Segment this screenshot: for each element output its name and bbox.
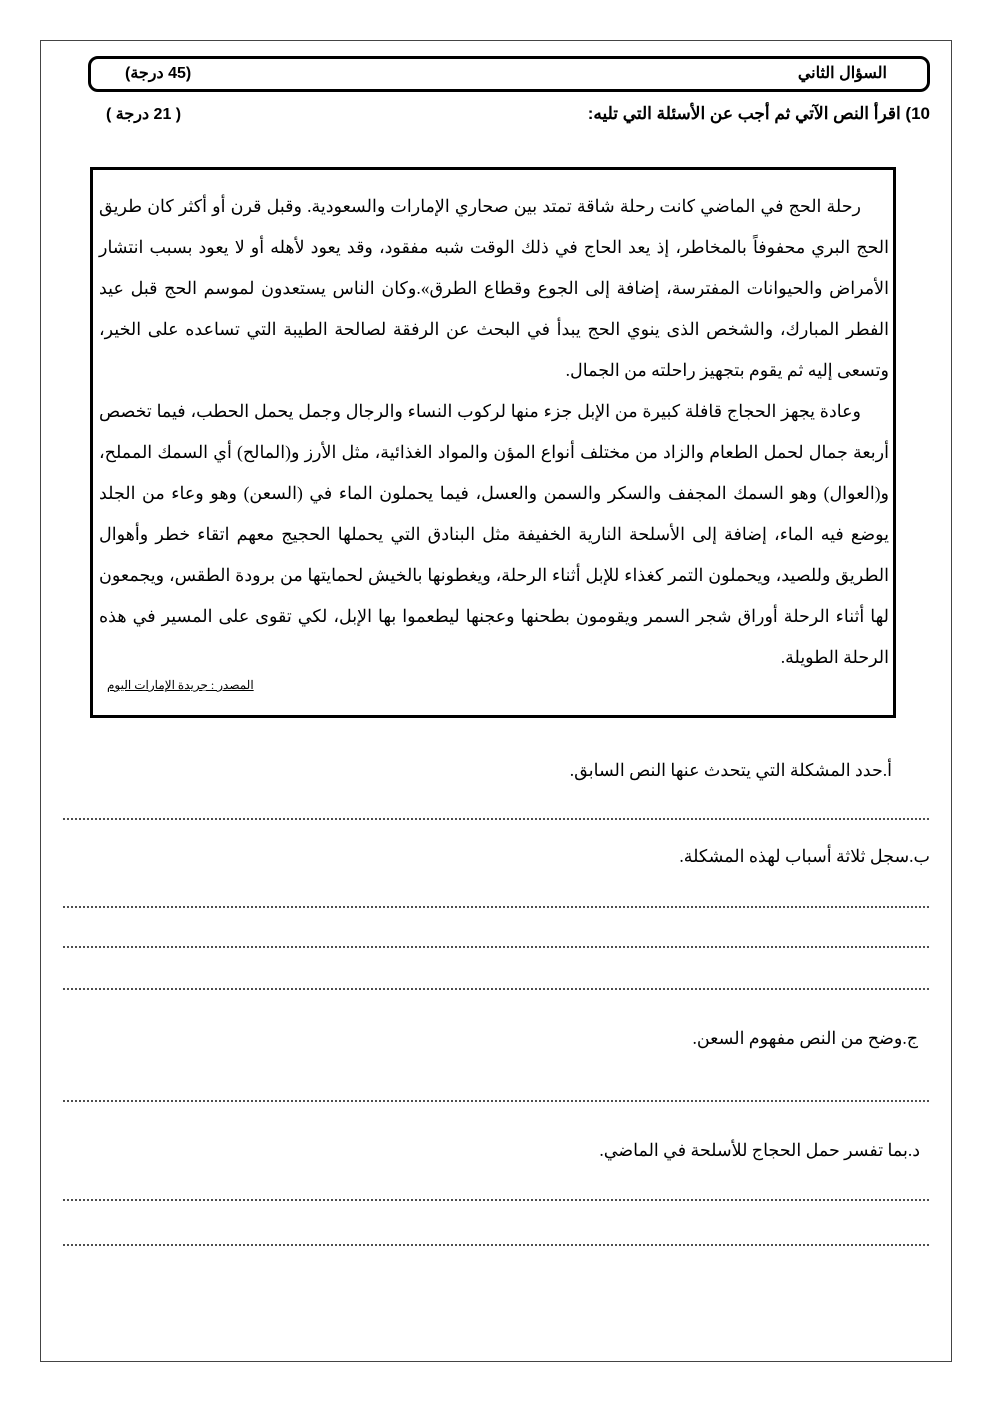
reading-passage-box [90,167,896,718]
answer-line-d-2[interactable] [62,1244,930,1246]
prompt-b: ب.سجل ثلاثة أسباب لهذه المشكلة. [679,846,930,866]
section-marks: (45 درجة) [125,65,192,82]
question-marks: ( 21 درجة ) [106,106,182,123]
prompt-d: د.بما تفسر حمل الحجاج للأسلحة في الماضي. [599,1140,920,1160]
prompt-a: أ.حدد المشكلة التي يتحدث عنها النص السابق. [569,760,892,780]
answer-line-b-1[interactable] [62,906,930,908]
answer-line-d-1[interactable] [62,1199,930,1201]
answer-line-a-1[interactable] [62,818,930,820]
answer-line-b-3[interactable] [62,988,930,990]
question-header-box [88,56,930,92]
section-title: السؤال الثاني [797,65,887,82]
question-instruction: 10) اقرأ النص الآتي ثم أجب عن الأسئلة التي تليه: [587,104,930,123]
passage-paragraph-2: وعادة يجهز الحجاج قافلة كبيرة من الإبل جزء منها لركوب النساء والرجال وجمل يحمل الحطب، فيما تخصص أربعة جمال لحمل الطعام والزاد من مختلف أنواع المؤن والمواد الغذائية، مثل الأرز و(المالح) أي السمك المملح، و(العوال) وهو السمك المجفف والسكر والسمن والعسل، فيما يحملون الماء في (السعن) وهو وعاء من الجلد يوضع فيه الماء، إضافة إلى الأسلحة النارية الخفيفة مثل البنادق التي يحملها الحجيج معهم اتقاء خطر وأهوال الطريق وللصيد، ويحملون التمر كغذاء للإبل أثناء الرحلة، ويغطونها بالخيش لحمايتها من برودة الطقس، ويجمعون لها أثناء الرحلة أوراق شجر السمر ويقومون بطحنها وعجنها ليطعموا بها الإبل، لكي تقوى على المسير في هذه الرحلة الطويلة. [99,401,889,667]
prompt-c: ج.وضح من النص مفهوم السعن. [692,1028,918,1048]
answer-line-c-1[interactable] [62,1100,930,1102]
answer-line-b-2[interactable] [62,946,930,948]
reading-passage [99,186,889,678]
passage-paragraph-1: رحلة الحج في الماضي كانت رحلة شاقة تمتد بين صحاري الإمارات والسعودية. وقبل قرن أو أكثر كان طريق الحج البري محفوفاً بالمخاطر، إذ يعد الحاج في ذلك الوقت شبه مفقود، وقد يعود لأهله أو لا يعود بسبب انتشار الأمراض والحيوانات المفترسة، إضافة إلى الجوع وقطاع الطرق».وكان الناس يستعدون لموسم الحج قبل عيد الفطر المبارك، والشخص الذى ينوي الحج يبدأ في البحث عن الرفقة لصالحة الطيبة التي تساعده على الخير، وتسعى إليه ثم يقوم بتجهيز راحلته من الجمال. [99,196,889,380]
passage-source: المصدر : جريدة الإمارات اليوم [107,678,254,692]
